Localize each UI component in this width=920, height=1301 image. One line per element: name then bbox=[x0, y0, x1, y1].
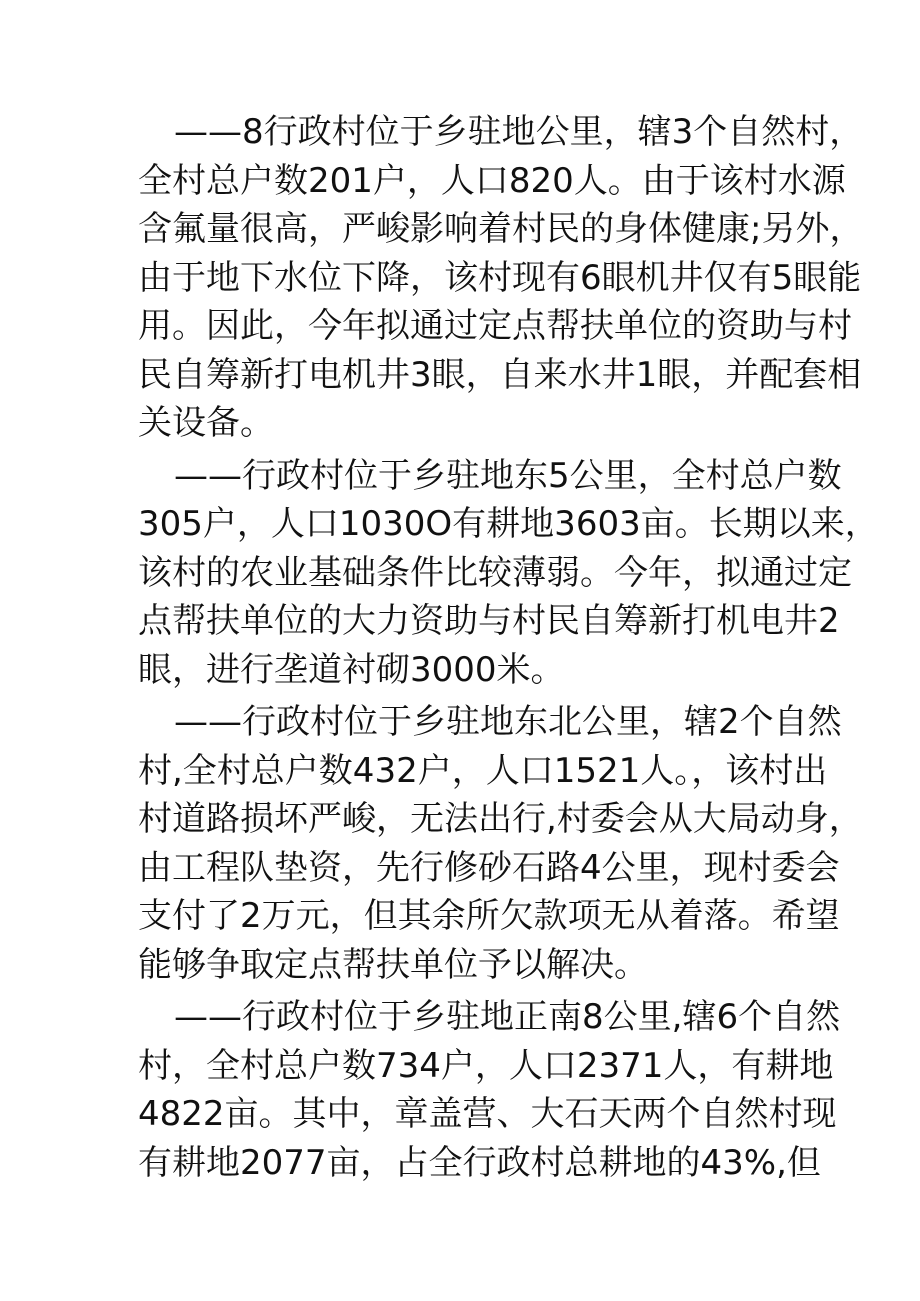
text-line: 村道路损坏严峻，无法出行,村委会从大局动身， bbox=[138, 799, 863, 839]
text-line: 民自筹新打电机井3眼，自来水井1眼，并配套相 bbox=[138, 354, 862, 395]
text-line: 村,全村总户数432户，人口1521人。，该村出 bbox=[138, 750, 828, 791]
text-line: 该村的农业基础条件比较薄弱。今年，拟通过定 bbox=[138, 552, 852, 593]
text-line: 全村总户数201户，人口820人。由于该村水源 bbox=[138, 160, 846, 201]
paragraph-village-4 bbox=[138, 993, 841, 1187]
text-line: ——行政村位于乡驻地东北公里，辖2个自然 bbox=[174, 702, 842, 742]
text-line: 由工程队垫资，先行修砂石路4公里，现村委会 bbox=[138, 847, 840, 888]
paragraph-village-2 bbox=[138, 452, 879, 695]
text-line: ——8行政村位于乡驻地公里，辖3个自然村， bbox=[174, 112, 864, 152]
text-line: 有耕地2077亩，占全行政村总耕地的43%,但 bbox=[138, 1142, 821, 1183]
paragraph-village-3 bbox=[138, 698, 863, 989]
text-line: 能够争取定点帮扶单位予以解决。 bbox=[138, 944, 648, 985]
text-line: ——行政村位于乡驻地东5公里，全村总户数 bbox=[174, 455, 842, 496]
document-body bbox=[138, 108, 879, 1191]
text-line: 4822亩。其中，章盖营、大石天两个自然村现 bbox=[138, 1094, 837, 1134]
text-line: 用。因此，今年拟通过定点帮扶单位的资助与村 bbox=[138, 306, 852, 346]
text-line: 眼，进行垄道衬砌3000米。 bbox=[138, 649, 565, 690]
paragraph-village-1 bbox=[138, 108, 864, 448]
text-line: 含氟量很高，严峻影响着村民的身体健康;另外， bbox=[138, 209, 864, 249]
text-line: 305户，人口1030O有耕地3603亩。长期以来， bbox=[138, 504, 879, 544]
text-line: 点帮扶单位的大力资助与村民自筹新打机电井2 bbox=[138, 601, 840, 641]
text-line: 由于地下水位下降，该村现有6眼机井仅有5眼能 bbox=[138, 257, 862, 298]
text-line: 村，全村总户数734户，人口2371人，有耕地 bbox=[138, 1045, 834, 1086]
text-line: 关设备。 bbox=[138, 403, 274, 443]
text-line: 支付了2万元，但其余所欠款项无从着落。希望 bbox=[138, 896, 840, 936]
text-line: ——行政村位于乡驻地正南8公里,辖6个自然 bbox=[174, 997, 841, 1037]
